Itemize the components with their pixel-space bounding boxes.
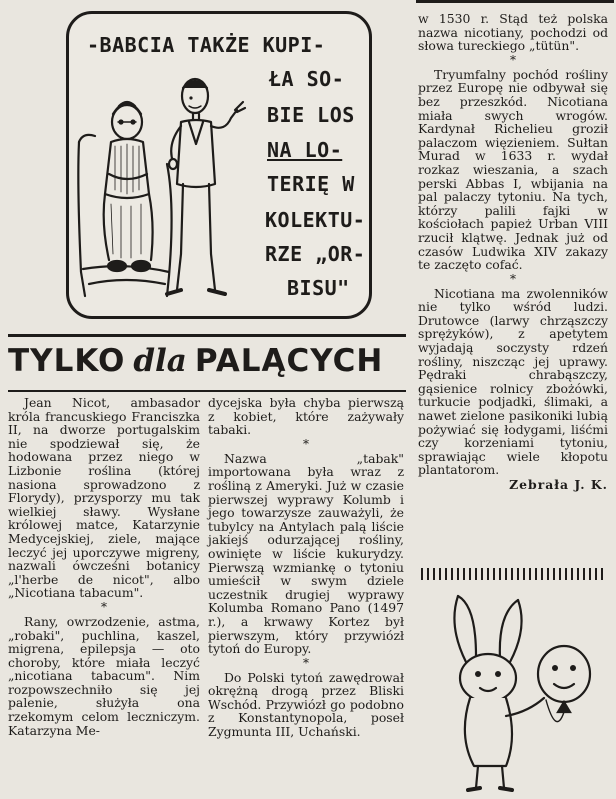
headline-word-1: TYLKO xyxy=(8,343,126,379)
fence-decoration xyxy=(422,568,602,580)
headline-word-2: dla xyxy=(133,343,187,379)
paragraph: Nicotiana ma zwolenników nie tylko wśród ludzi. Drutowce (larwy chrząszczy sprężyków), z apetytem wyjadają soczysty rdzeń rośliny, niszcząc jej uprawy. Pędraki chrabąszczy, gąsienice rolnicy zbożówki, turkucie podjadki, ślimaki, a nawet zielone pasikoniki lubią pożywiać się łodygami, liśćmi czy korzeniami tytoniu, sprawiając wiele kłopotu plantatorom. xyxy=(418,285,608,478)
bunny-figure xyxy=(454,596,544,790)
cartoon-caption-line-4: NA LO- xyxy=(267,138,343,162)
cartoon-caption-line-6: KOLEKTU- xyxy=(265,208,366,232)
top-rule xyxy=(416,0,614,3)
separator-star: * xyxy=(510,271,516,286)
headline-rule-top xyxy=(8,334,406,337)
separator-star: * xyxy=(101,599,107,614)
headline-word-3: PALĄCYCH xyxy=(194,343,384,379)
cartoon-caption-line-8: BISU" xyxy=(287,276,350,300)
separator-star: * xyxy=(303,436,309,451)
cartoon-drawing xyxy=(69,14,369,316)
paragraph: Rany, owrzodzenie, astma, „robaki", puchlina, kaszel, migrena, epilepsja — oto choroby, które miała leczyć „nicotiana tabacum". Nim rozpowszechniło się jej palenie, służyła ona rzekomym celom leczniczym. Katarzyna Me- xyxy=(8,613,200,738)
paragraph: w 1530 r. Stąd też polska nazwa nicotiany, pochodzi od słowa tureckiego „tütün". xyxy=(418,11,608,54)
paragraph: Jean Nicot, ambasador króla francuskiego Franciszka II, na dworze portugalskim nie spodziewał się, że hodowana przez niego w Lizbonie roślina (której nasiona sprowadzono z Florydy), przysporzy mu tak wielkiej sławy. Wysłane królowej matce, Katarzynie Medycejskiej, ziele, mające leczyć jej uporczywe migreny, nazwali ówcześni botanicy „l'herbe de nicot", albo „Nicotiana tabacum". xyxy=(8,395,200,601)
man-figure xyxy=(167,79,245,294)
article-column-2 xyxy=(208,396,404,739)
cartoon-caption-line-2: ŁA SO- xyxy=(269,67,345,91)
paragraph: Nazwa „tabak" importowana była wraz z rośliną z Ameryki. Już w czasie pierwszej wyprawy Kolumb i jego towarzysze zauważyli, że tubylcy na Antylach palą liście jakiejś odurzającej rośliny, owinięte w liście kukurydzy. Pierwszą wzmiankę o tytoniu umieścił w swym dziele uczestnik drugiej wyprawy Kolumba Romano Pano (1497 r.), a krwawy Kortez był pierwszym, który przywiózł tytoń do Europy. xyxy=(208,450,404,657)
paragraph: Tryumfalny pochód rośliny przez Europę nie odbywał się bez przeszkód. Nicotiana miała swych wrogów. Kardynał Richelieu groził palaczom więzieniem. Sułtan Murad w 1633 r. wydał rozkaz wieszania, a szach perski Abbas I, wbijania na pal palaczy tytoniu. Na tych, którzy palili fajki w kościołach papież Urban VIII rzucił klątwę. Jednak już od czasów Ludwika XIV zakazy te zaczęto cofać. xyxy=(418,66,608,273)
cartoon-caption-line-5: TERIĘ W xyxy=(267,172,355,196)
balloon-face xyxy=(538,646,590,722)
headline-rule-bottom xyxy=(8,390,406,392)
cartoon-caption-line-3: BIE LOS xyxy=(267,103,355,127)
separator-star: * xyxy=(510,52,516,67)
cartoon-caption-line-1: -BABCIA TAKŻE KUPI- xyxy=(87,33,326,57)
author-signature: Zebrała J. K. xyxy=(509,477,608,492)
article-column-1 xyxy=(8,396,200,737)
paragraph: dycejska była chyba pierwszą z kobiet, które zażywały tabaki. xyxy=(208,395,404,438)
cartoon-panel xyxy=(66,11,372,319)
separator-star: * xyxy=(303,655,309,670)
article-column-3 xyxy=(418,12,608,492)
paragraph: Do Polski tytoń zawędrował okrężną drogą przez Bliski Wschód. Przywiózł go podobno z Konstantynopola, poseł Zygmunta III, Uchański. xyxy=(208,669,404,740)
corner-cartoon xyxy=(418,566,610,794)
grandmother-figure xyxy=(78,102,171,296)
article-headline xyxy=(8,343,404,383)
cartoon-caption-line-7: RZE „OR- xyxy=(265,242,366,266)
